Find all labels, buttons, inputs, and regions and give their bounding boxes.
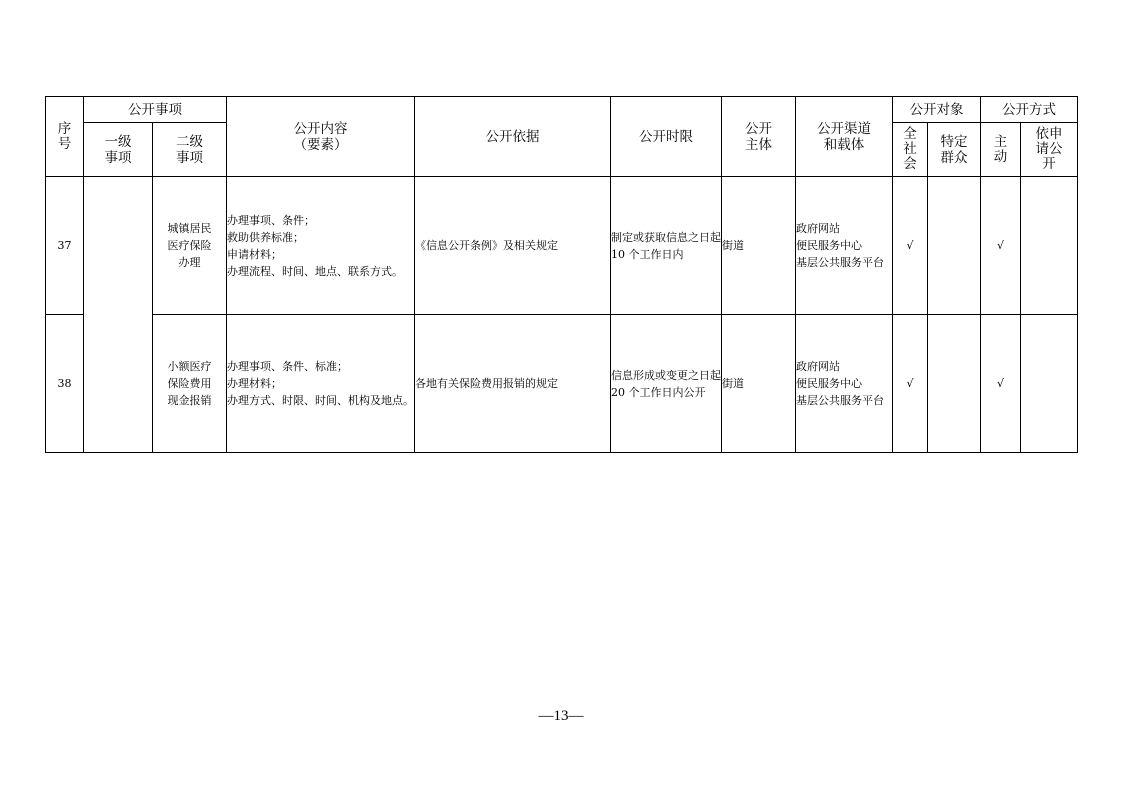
row-target-specific: [928, 315, 981, 453]
row-method-apply: [1021, 315, 1078, 453]
table-row: [46, 177, 1078, 315]
header-content: 公开内容 （要素）: [227, 97, 415, 177]
header-subject: 公开 主体: [722, 97, 796, 177]
header-target-all: 全社会: [893, 123, 928, 177]
header-item-group: 公开事项: [84, 97, 227, 123]
row-target-all: √: [893, 315, 928, 453]
row-content: 办理事项、条件； 救助供养标准； 申请材料； 办理流程、时间、地点、联系方式。: [227, 177, 415, 315]
header-level1: 一级 事项: [84, 123, 153, 177]
row-target-all: √: [893, 177, 928, 315]
row-level2: 城镇居民 医疗保险 办理: [153, 177, 227, 315]
header-method-group: 公开方式: [981, 97, 1078, 123]
row-subject: 街道: [722, 315, 796, 453]
disclosure-table: [45, 96, 1078, 453]
header-method-apply: 依申请公开: [1021, 123, 1078, 177]
row-channel: 政府网站 便民服务中心 基层公共服务平台: [796, 177, 893, 315]
row-time-limit: 信息形成或变更之日起 20 个工作日内公开: [611, 315, 722, 453]
row-seq: 37: [46, 177, 84, 315]
header-target-group: 公开对象: [893, 97, 981, 123]
header-seq: 序号: [46, 97, 84, 177]
row-subject: 街道: [722, 177, 796, 315]
row-method-active: √: [981, 177, 1021, 315]
header-target-specific: 特定 群众: [928, 123, 981, 177]
row-method-active: √: [981, 315, 1021, 453]
header-method-active: 主动: [981, 123, 1021, 177]
row-basis: 各地有关保险费用报销的规定: [415, 315, 611, 453]
row-method-apply: [1021, 177, 1078, 315]
header-basis: 公开依据: [415, 97, 611, 177]
row-time-limit: 制定或获取信息之日起 10 个工作日内: [611, 177, 722, 315]
row-seq: 38: [46, 315, 84, 453]
row-basis: 《信息公开条例》及相关规定: [415, 177, 611, 315]
table-row: [46, 315, 1078, 453]
page-number: —13—: [538, 708, 584, 724]
row-channel: 政府网站 便民服务中心 基层公共服务平台: [796, 315, 893, 453]
header-time-limit: 公开时限: [611, 97, 722, 177]
row-target-specific: [928, 177, 981, 315]
row-level1-empty: [84, 177, 153, 453]
header-level2: 二级 事项: [153, 123, 227, 177]
row-content: 办理事项、条件、标准； 办理材料； 办理方式、时限、时间、机构及地点。: [227, 315, 415, 453]
row-level2: 小额医疗 保险费用 现金报销: [153, 315, 227, 453]
header-channel: 公开渠道 和载体: [796, 97, 893, 177]
